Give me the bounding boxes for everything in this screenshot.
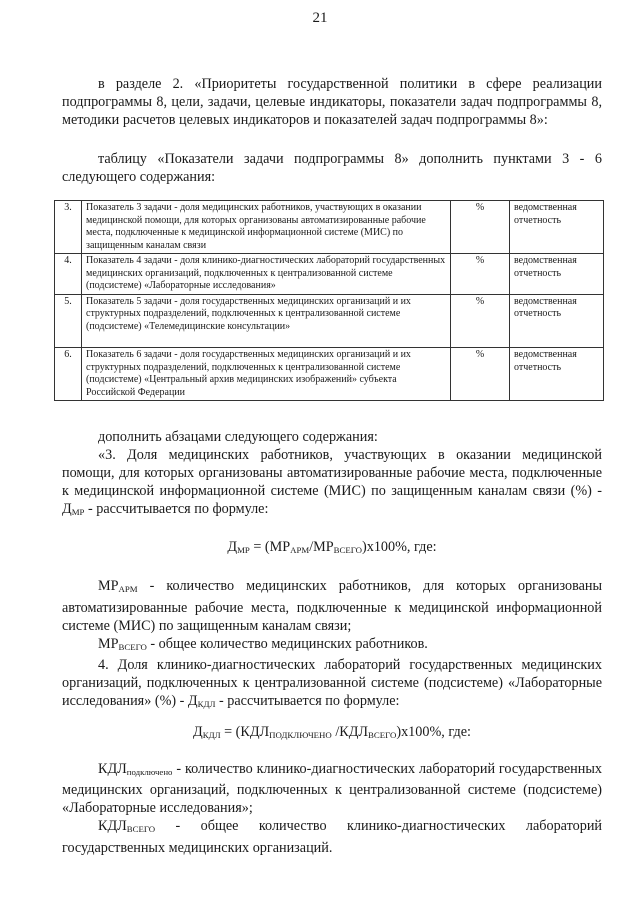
row-number: 3.: [55, 201, 82, 254]
definition-3: $КДЛ_{подключено}$ - количество клинико-диагностических лабораторий государственных медицинских организаций, подключенных к централизованной системе (подсистеме) «Лабораторные исследования»;: [62, 761, 602, 817]
paragraph-add: дополнить абзацами следующего содержания:: [98, 429, 378, 445]
table-row: [55, 254, 604, 295]
intro-text-1: в разделе 2. «Приоритеты государственной политики в сфере реализации подпрограммы 8, цели, задачи, целевые индикаторы, показатели задач подпрограммы 8, методики расчетов целевых индикаторов и показателей задач подпрограммы 8»:: [62, 76, 602, 128]
row-text: Показатель 5 задачи - доля государственных медицинских организаций и их структурных подразделений, подключенных к централизованной системе (подсистеме) «Телемедицинские консультации»: [82, 294, 451, 348]
table-row: [55, 201, 604, 254]
formula-1: $Д_{МР} = (МР_{АРМ}/МР_{ВСЕГО})x100\%$, где:: [227, 539, 437, 556]
row-unit: %: [451, 254, 510, 295]
row-unit: %: [451, 201, 510, 254]
table-row: [55, 294, 604, 348]
row-text: Показатель 6 задачи - доля государственных медицинских организаций и их структурных подразделений, подключенных к централизованной системе (подсистеме) «Центральный архив медицинских изображений» субъекта Российской Федерации: [82, 348, 451, 401]
row-unit: %: [451, 294, 510, 348]
formula-2: $Д_{КДЛ} = (КДЛ_{ПОДКЛЮЧЕНО}$ $/КДЛ_{ВСЕГО})x100\%$, где:: [193, 723, 471, 741]
paragraph-indicator-4: 4. Доля клинико-диагностических лабораторий государственных медицинских организаций, подключенных к централизованной системе (подсистеме) «Лабораторные исследования» (%) - $Д_{КДЛ}$ - рассчитывается по формуле:: [62, 656, 602, 709]
definition-1: $МР_{АРМ}$ - количество медицинских работников, для которых организованы автоматизированные рабочие места, подключенные к медицинской информационной системе (МИС) по защищенным каналам связи;: [62, 578, 602, 634]
row-source: ведомственная отчетность: [510, 294, 604, 348]
row-text: Показатель 3 задачи - доля медицинских работников, участвующих в оказании медицинской помощи, для которых организованы автоматизированные рабочие места, подключенные к медицинской информационной системе (МИС) по защищенным каналам связи: [82, 201, 451, 254]
row-number: 4.: [55, 254, 82, 295]
row-source: ведомственная отчетность: [510, 201, 604, 254]
row-text: Показатель 4 задачи - доля клинико-диагностических лабораторий государственных медицинских организаций, подключенных к централизованной системе (подсистеме) «Лабораторные исследования»: [82, 254, 451, 295]
page-number: 21: [312, 10, 328, 26]
indicators-table: [54, 200, 604, 401]
intro-paragraph-2: [62, 150, 602, 186]
row-source: ведомственная отчетность: [510, 348, 604, 401]
definition-2: $МР_{ВСЕГО}$ - общее количество медицинских работников.: [98, 635, 428, 652]
intro-text-2: таблицу «Показатели задачи подпрограммы 8» дополнить пунктами 3 - 6 следующего содержания:: [62, 151, 602, 185]
intro-paragraph-1: [62, 75, 602, 129]
definition-4: $КДЛ_{ВСЕГО}$ - общее количество клинико-диагностических лабораторий государственных медицинских организаций.: [62, 818, 602, 856]
row-number: 5.: [55, 294, 82, 348]
paragraph-indicator-3: «3. Доля медицинских работников, участвующих в оказании медицинской помощи, для которых организованы автоматизированные рабочие места, подключенные к медицинской информационной системе (МИС) по защищенным каналам связи (%) - $Д_{МР}$ - рассчитывается по формуле:: [62, 447, 602, 518]
row-source: ведомственная отчетность: [510, 254, 604, 295]
amendment-text: [62, 428, 602, 857]
row-unit: %: [451, 348, 510, 401]
table-row: [55, 348, 604, 401]
row-number: 6.: [55, 348, 82, 401]
